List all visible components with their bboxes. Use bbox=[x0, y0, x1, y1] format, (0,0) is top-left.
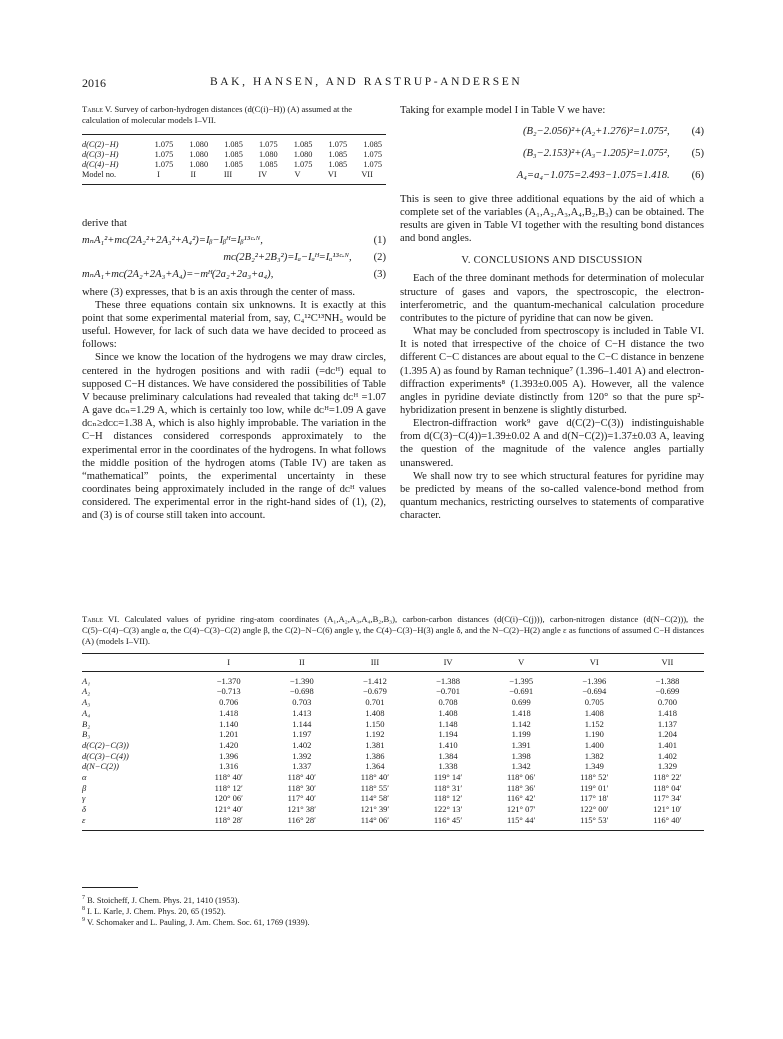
table6-cell: 116° 42′ bbox=[507, 793, 536, 804]
table6-cell: 1.338 bbox=[438, 761, 458, 772]
table5-cell: 1.085 bbox=[282, 135, 317, 151]
table6-row bbox=[82, 671, 704, 686]
table6-cell: 118° 28′ bbox=[192, 815, 265, 830]
table6-cell: 118° 22′ bbox=[653, 772, 682, 783]
table6-cell: 0.708 bbox=[438, 697, 458, 708]
table6-cell: 1.386 bbox=[365, 750, 385, 761]
footnote-mark: 8 bbox=[82, 906, 85, 913]
table6-cell: −0.701 bbox=[436, 686, 461, 697]
table6-row bbox=[82, 719, 704, 730]
table6-caption-label: Table VI. bbox=[82, 614, 120, 624]
table6-cell: −1.396 bbox=[582, 675, 607, 686]
table6-row bbox=[82, 751, 704, 762]
equation-6-number: (6) bbox=[691, 170, 704, 182]
footnote bbox=[82, 906, 682, 917]
left-column bbox=[82, 104, 386, 522]
table6-corner-header bbox=[82, 654, 192, 672]
table6-column-header: IV bbox=[412, 654, 485, 672]
table6-cell: −1.412 bbox=[362, 675, 387, 686]
right-paragraph-5: We shall now try to see which structural features for pyridine may be predicted by means of the so-called valence-bond method from quantum mechanics, restricting ourselves to statements of comparative character. bbox=[400, 470, 704, 522]
table6-caption bbox=[82, 614, 704, 646]
table5-cell: 1.075 bbox=[143, 135, 178, 151]
table6-cell: 118° 55′ bbox=[360, 782, 390, 793]
table5-cell: 1.085 bbox=[212, 135, 247, 151]
table6-cell: 1.190 bbox=[584, 729, 604, 740]
table6-cell: 1.381 bbox=[365, 739, 385, 750]
table6-row bbox=[82, 740, 704, 751]
table6-cell: 1.420 bbox=[219, 739, 239, 750]
table6-row bbox=[82, 686, 704, 697]
table6-row-label: A₁ bbox=[82, 675, 91, 686]
table5-cell: 1.085 bbox=[224, 150, 243, 159]
table6-cell: 0.701 bbox=[365, 697, 385, 708]
table6-cell: 1.140 bbox=[219, 718, 239, 729]
footnote-text: V. Schomaker and L. Pauling, J. Am. Chem. Soc. 61, 1769 (1939). bbox=[86, 918, 310, 927]
footnote bbox=[82, 917, 682, 928]
right-paragraph-2: Each of the three dominant methods for determination of molecular structure of gases and vapors, the spectroscopic, the electron-interferometric, and the quantum-mechanical calculation procedure contributes to the picture of pyridine that can now be given. bbox=[400, 273, 704, 324]
table6-cell: 116° 40′ bbox=[631, 815, 704, 830]
equation-5-number: (5) bbox=[691, 148, 704, 160]
table6-cell: 118° 12′ bbox=[214, 782, 243, 793]
table6-row bbox=[82, 772, 704, 783]
table6-row-label: B₃ bbox=[82, 729, 91, 740]
table6-cell: 1.396 bbox=[219, 750, 239, 761]
footnote bbox=[82, 895, 682, 906]
table6-cell: 1.400 bbox=[584, 739, 604, 750]
table6-cell: 1.194 bbox=[438, 729, 458, 740]
equation-1-body: mₙA₁²+mᴄ(2A₂²+2A₃²+A₄²)=Iᵦ−Iᵦᴴ=Iᵦ¹³ᶜ·ᴺ, bbox=[82, 235, 263, 247]
table6-cell: 118° 40′ bbox=[214, 772, 243, 783]
right-column bbox=[400, 104, 704, 522]
right-paragraph-3: What may be concluded from spectroscopy is included in Table VI. It is noted that irrespective of the choice of C−H distance the two different C−C distances are about equal to the C−C distance in benzene (1.395 A) as found by Raman technique⁷ (1.396–1.401 A) and electron-diffraction experiments⁸ (1.393±0.005 A). However, all the valence angles in pyridine deviate distinctly from 120° so that the pure sp²-hybridization present in benzene is slightly disturbed. bbox=[400, 326, 704, 416]
table6-cell: 118° 04′ bbox=[653, 782, 682, 793]
table6-row-label: α bbox=[82, 772, 87, 783]
table6-column-header: VII bbox=[631, 654, 704, 672]
table6-cell: 1.137 bbox=[657, 718, 677, 729]
table6-cell: 118° 36′ bbox=[507, 782, 536, 793]
table6-row-label: A₂ bbox=[82, 686, 91, 697]
table6 bbox=[82, 653, 704, 831]
table6-cell: 114° 06′ bbox=[338, 815, 411, 830]
table6-row-label: δ bbox=[82, 804, 86, 815]
running-header-authors: BAK, HANSEN, AND RASTRUP-ANDERSEN bbox=[210, 76, 523, 88]
table6-cell: 115° 53′ bbox=[558, 815, 631, 830]
table6-cell: 121° 38′ bbox=[287, 804, 317, 815]
table6-cell: 1.402 bbox=[657, 750, 677, 761]
equation-6-body: A₄=a₄−1.075=2.493−1.075=1.418. bbox=[516, 170, 670, 182]
table5-caption-label: Table V. bbox=[82, 104, 113, 114]
table6-caption-text: Calculated values of pyridine ring-atom coordinates (A₁,A₂,A₃,A₄,B₂,B₃), carbon-carbon distances (d(C(i)−C(j))), carbon-nitrogen distance (d(N−C(2))), the C(5)−C(4)−C(3) angle α, the C(4)−C(3)−C(2) angle β, the C(2)−N−C(6) angle γ, the C(4)−C(3)−H(3) angle δ, and the N−C(2)−H(2) angle ε as functions of assumed C−H distances (A) (models I–VII). bbox=[82, 614, 704, 646]
table6-cell: 122° 13′ bbox=[433, 804, 463, 815]
table6-cell: 1.418 bbox=[511, 707, 531, 718]
table6-cell: −0.713 bbox=[216, 686, 241, 697]
table6-cell: 1.337 bbox=[292, 761, 312, 772]
table6-row-label: B₂ bbox=[82, 718, 91, 729]
table6-cell: 1.144 bbox=[292, 718, 312, 729]
table6-cell: 1.398 bbox=[511, 750, 531, 761]
table6-cell: 118° 30′ bbox=[287, 782, 316, 793]
equation-4 bbox=[400, 125, 704, 138]
page-number: 2016 bbox=[82, 76, 106, 90]
table6-row bbox=[82, 783, 704, 794]
table6-cell: 120° 06′ bbox=[214, 793, 244, 804]
left-paragraph-3: Since we know the location of the hydrogens we may draw circles, centered in the hydrogen positions and with radii (=dᴄᴴ) equal to supposed C−H distances. We have considered the possibilities of Table V because preliminary calculations had revealed that taking dᴄᴴ =1.07 A gave dᴄₙ=1.29 A, which is certainly too low, while dᴄᴴ=1.09 A gave dᴄₙ≥dᴄᴄ=1.38 A, which is also highly improbable. The variation in the C−H distances considered corresponds approximately to the experimental error in the coordinates of the hydrogens. In what follows the middle position of the hydrogen atoms (Table IV) are taken as “mathematical” points, the experimental uncertainty in these coordinates being approximately included in the range of dᴄᴴ values considered. The experimental error in the right-hand sides of (1), (2), and (3) is of course still taken into account. bbox=[82, 352, 386, 522]
left-paragraph-1: where (3) expresses, that b is an axis through the center of mass. bbox=[82, 286, 356, 298]
footnote-rule bbox=[82, 887, 138, 888]
table5-cell: 1.075 bbox=[316, 135, 351, 151]
table6-row bbox=[82, 729, 704, 740]
table5-cell: 1.080 bbox=[189, 150, 209, 159]
table5-cell: 1.085 bbox=[258, 160, 278, 169]
table6-cell: 0.706 bbox=[219, 697, 239, 708]
footnote-mark: 9 bbox=[82, 917, 85, 924]
table5-cell: 1.080 bbox=[189, 160, 209, 169]
table5-model-number: IV bbox=[247, 170, 282, 185]
table6-row-label: d(C(3)−C(4)) bbox=[82, 750, 129, 761]
table5-model-number: I bbox=[143, 170, 178, 185]
right-intro: Taking for example model I in Table V we have: bbox=[400, 105, 606, 116]
table6-cell: 122° 00′ bbox=[579, 804, 609, 815]
table6-cell: 1.382 bbox=[584, 750, 604, 761]
table6-cell: 115° 44′ bbox=[485, 815, 558, 830]
table6-cell: 117° 34′ bbox=[653, 793, 682, 804]
table5-cell: 1.085 bbox=[351, 135, 386, 151]
equation-4-number: (4) bbox=[691, 126, 704, 138]
equation-1 bbox=[82, 234, 386, 247]
table5-cell: 1.075 bbox=[154, 150, 174, 159]
table5-model-number: III bbox=[212, 170, 247, 185]
equation-3-body: mₙA₁+mᴄ(2A₂+2A₃+A₄)=−mᴴ(2a₂+2a₃+a₄), bbox=[82, 269, 274, 281]
table6-cell: 118° 31′ bbox=[433, 782, 463, 793]
equation-2 bbox=[82, 251, 386, 264]
table6-row bbox=[82, 804, 704, 815]
derive-text: derive that bbox=[82, 218, 128, 229]
table5-cell: 1.085 bbox=[328, 160, 348, 169]
table6-cell: 1.192 bbox=[365, 729, 385, 740]
table6-cell: 1.148 bbox=[438, 718, 458, 729]
equation-2-number: (2) bbox=[373, 252, 386, 264]
table6-cell: −0.694 bbox=[582, 686, 607, 697]
table6-cell: 0.699 bbox=[511, 697, 531, 708]
table6-cell: 1.364 bbox=[365, 761, 385, 772]
table6-cell: 1.418 bbox=[219, 707, 239, 718]
section-heading: V. CONCLUSIONS AND DISCUSSION bbox=[461, 255, 643, 267]
table6-cell: 1.384 bbox=[438, 750, 458, 761]
table6-cell: 0.705 bbox=[584, 697, 604, 708]
table6-cell: 121° 40′ bbox=[214, 804, 244, 815]
table6-cell: 118° 52′ bbox=[580, 772, 609, 783]
table5-row bbox=[82, 150, 386, 160]
table5-caption-text: Survey of carbon-hydrogen distances (d(C(i)−H)) (A) assumed at the calculation of molecular models I–VII. bbox=[82, 104, 353, 125]
equation-5-body: (B₃−2.153)²+(A₃−1.205)²=1.075², bbox=[522, 148, 670, 160]
table6-cell: 1.349 bbox=[584, 761, 604, 772]
table6-cell: −0.698 bbox=[289, 686, 314, 697]
left-paragraph-2: These three equations contain six unknowns. It is exactly at this point that some experimental material from, say, C₄¹²C¹³NH₅ would be useful. However, for lack of such data we have decided to proceed as follows: bbox=[82, 299, 386, 351]
equation-1-number: (1) bbox=[373, 235, 386, 247]
table6-column-header: VI bbox=[558, 654, 631, 672]
table5-cell: 1.080 bbox=[293, 150, 313, 159]
table6-row-label: β bbox=[82, 782, 87, 793]
table5-cell: 1.075 bbox=[363, 160, 382, 169]
table6-cell: 121° 07′ bbox=[506, 804, 536, 815]
table6-cell: 118° 12′ bbox=[433, 793, 463, 804]
table6-row-label: A₃ bbox=[82, 697, 91, 708]
table6-cell: −1.390 bbox=[289, 675, 314, 686]
table6-cell: 1.201 bbox=[219, 729, 239, 740]
table6-row-label: A₄ bbox=[82, 707, 91, 718]
table5-row-label: d(C(2)−H) bbox=[82, 135, 143, 151]
table5-cell: 1.080 bbox=[258, 150, 278, 159]
table6-column-header: II bbox=[265, 654, 338, 672]
table5-model-number: II bbox=[177, 170, 212, 185]
table6-cell: 1.410 bbox=[438, 739, 458, 750]
footnote-text: B. Stoicheff, J. Chem. Phys. 21, 1410 (1953). bbox=[87, 896, 240, 905]
table6-cell: 1.418 bbox=[657, 707, 677, 718]
table6-cell: 1.408 bbox=[584, 707, 604, 718]
table6-row-label: d(N−C(2)) bbox=[82, 761, 119, 772]
table5-cell: 1.075 bbox=[247, 135, 282, 151]
table6-cell: 117° 40′ bbox=[287, 793, 316, 804]
table5-cell: 1.075 bbox=[363, 150, 382, 159]
equation-2-body: mᴄ(2B₂²+2B₃²)=Iₐ−Iₐᴴ=Iₐ¹³ᶜ·ᴺ, bbox=[223, 252, 352, 264]
table6-cell: 1.391 bbox=[511, 739, 531, 750]
table6-cell: 116° 45′ bbox=[412, 815, 485, 830]
table5 bbox=[82, 134, 386, 185]
table6-row bbox=[82, 793, 704, 804]
table6-cell: −1.388 bbox=[436, 675, 461, 686]
equation-5 bbox=[400, 147, 704, 160]
table6-cell: 1.402 bbox=[292, 739, 312, 750]
footnote-text: I. L. Karle, J. Chem. Phys. 20, 65 (1952). bbox=[87, 907, 226, 916]
table6-cell: 1.392 bbox=[292, 750, 312, 761]
table6-cell: 118° 40′ bbox=[360, 772, 390, 783]
table6-row bbox=[82, 815, 704, 830]
table6-cell: 116° 28′ bbox=[265, 815, 338, 830]
table6-row bbox=[82, 697, 704, 708]
table6-cell: 1.316 bbox=[219, 761, 239, 772]
table6-row-label: d(C(2)−C(3)) bbox=[82, 739, 129, 750]
table6-cell: −1.395 bbox=[509, 675, 534, 686]
table5-model-label: Model no. bbox=[82, 170, 143, 185]
table5-model-number: V bbox=[282, 170, 317, 185]
equation-6 bbox=[400, 169, 704, 182]
table6-cell: 1.152 bbox=[584, 718, 604, 729]
table5-model-number: VI bbox=[316, 170, 351, 185]
table6-row-label: γ bbox=[82, 793, 86, 804]
table5-row-label: d(C(4)−H) bbox=[82, 160, 119, 169]
table6-column-header: V bbox=[485, 654, 558, 672]
equation-4-body: (B₂−2.056)²+(A₂+1.276)²=1.075², bbox=[522, 126, 670, 138]
table6-cell: 0.703 bbox=[292, 697, 312, 708]
table6-column-header: III bbox=[338, 654, 411, 672]
table5-cell: 1.085 bbox=[224, 160, 243, 169]
table6-cell: 1.199 bbox=[511, 729, 531, 740]
table6-cell: 1.342 bbox=[511, 761, 531, 772]
table5-model-row bbox=[82, 170, 386, 185]
table6-cell: 1.408 bbox=[438, 707, 458, 718]
table6-cell: 0.700 bbox=[657, 697, 677, 708]
table5-model-number: VII bbox=[351, 170, 386, 185]
table6-cell: 1.204 bbox=[657, 729, 677, 740]
table6-cell: 1.150 bbox=[365, 718, 385, 729]
right-paragraph-1: This is seen to give three additional equations by the aid of which a complete set of the variables (A₁,A₂,A₃,A₄,B₂,B₃) can be obtained. The results are given in Table VI together with the resulting bond distances and bond angles. bbox=[400, 193, 704, 245]
table5-row bbox=[82, 160, 386, 170]
table5-row-label: d(C(3)−H) bbox=[82, 150, 119, 159]
table6-cell: −0.691 bbox=[509, 686, 534, 697]
table6-column-header: I bbox=[192, 654, 265, 672]
table5-cell: 1.075 bbox=[293, 160, 313, 169]
table6-cell: 1.142 bbox=[511, 718, 531, 729]
table6-cell: 121° 10′ bbox=[653, 804, 682, 815]
table6-cell: 119° 01′ bbox=[580, 782, 609, 793]
table6-cell: −1.370 bbox=[216, 675, 241, 686]
table6-cell: 119° 14′ bbox=[433, 772, 463, 783]
table6-cell: 1.329 bbox=[657, 761, 677, 772]
table6-cell: 114° 58′ bbox=[360, 793, 390, 804]
table5-caption bbox=[82, 104, 386, 126]
table5-cell: 1.075 bbox=[154, 160, 174, 169]
table6-row bbox=[82, 761, 704, 772]
table6-cell: 1.197 bbox=[292, 729, 312, 740]
equation-3-number: (3) bbox=[373, 269, 386, 281]
table6-cell: 1.401 bbox=[657, 739, 677, 750]
table6-cell: 118° 06′ bbox=[507, 772, 536, 783]
table5-cell: 1.085 bbox=[328, 150, 348, 159]
equation-3 bbox=[82, 268, 386, 281]
table6-cell: 1.413 bbox=[292, 707, 312, 718]
table6-row bbox=[82, 708, 704, 719]
table6-cell: −0.679 bbox=[362, 686, 387, 697]
table5-cell: 1.080 bbox=[177, 135, 212, 151]
table5-row bbox=[82, 135, 386, 151]
right-paragraph-4: Electron-diffraction work⁹ gave d(C(2)−C(3)) indistinguishable from d(C(3)−C(4))=1.39±0.02 A and d(N−C(2))=1.37±0.03 A, leaving the question of the magnitude of the valence angles partially unanswered. bbox=[400, 418, 704, 469]
table6-cell: 121° 39′ bbox=[360, 804, 390, 815]
table6-cell: −0.699 bbox=[655, 686, 680, 697]
table6-cell: 117° 18′ bbox=[580, 793, 609, 804]
footnotes bbox=[82, 895, 682, 928]
table6-cell: 1.408 bbox=[365, 707, 385, 718]
table6-row-label: ε bbox=[82, 815, 192, 830]
footnote-mark: 7 bbox=[82, 895, 85, 902]
table6-cell: 118° 40′ bbox=[287, 772, 316, 783]
table6-cell: −1.388 bbox=[655, 675, 680, 686]
